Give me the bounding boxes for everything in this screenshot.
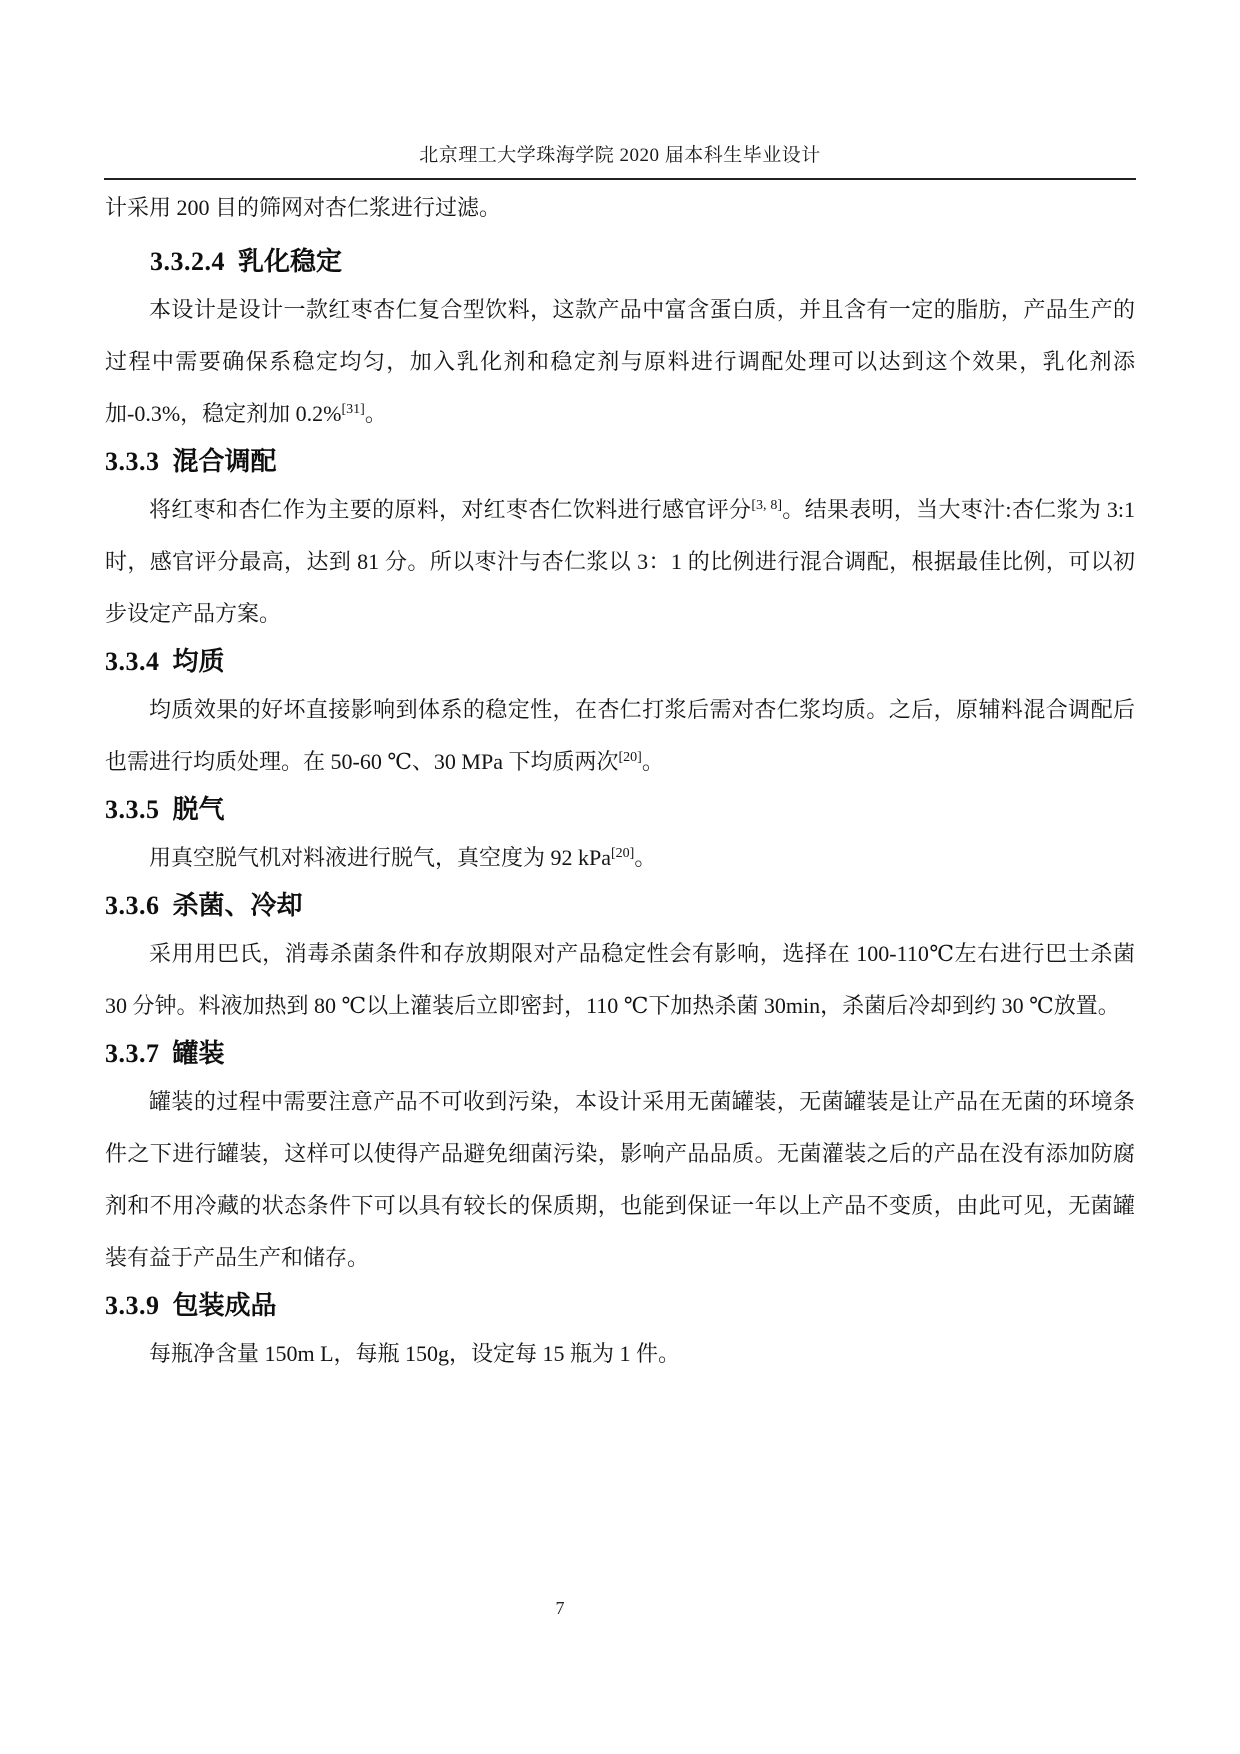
- section-heading: [105, 1284, 1135, 1328]
- heading-title: 包装成品: [172, 1291, 277, 1320]
- paragraph: 每瓶净含量 150m L，每瓶 150g，设定每 15 瓶为 1 件。: [149, 1341, 681, 1366]
- page-number: 7: [555, 1598, 565, 1618]
- heading-title: 乳化稳定: [238, 247, 343, 276]
- heading-number: 3.3.9: [105, 1291, 160, 1320]
- paragraph: 均质效果的好坏直接影响到体系的稳定性，在杏仁打浆后需对杏仁浆均质。之后，原辅料混合调配后也需进行均质处理。在 50-60 ℃、30 MPa 下均质两次[20]。: [105, 697, 1135, 774]
- heading-number: 3.3.6: [105, 891, 160, 920]
- paragraph: 将红枣和杏仁作为主要的原料，对红枣杏仁饮料进行感官评分[3, 8]。结果表明，当大枣汁:杏仁浆为 3:1 时，感官评分最高，达到 81 分。所以枣汁与杏仁浆以 3：1 的比例进行混合调配，根据最佳比例，可以初步设定产品方案。: [105, 497, 1135, 626]
- page-content: [105, 180, 1135, 1380]
- heading-title: 混合调配: [172, 447, 277, 476]
- section-canning: [105, 1032, 1135, 1284]
- running-header-title: 北京理工大学珠海学院 2020 届本科生毕业设计: [419, 145, 821, 166]
- section-packaging: [105, 1284, 1135, 1380]
- paragraph: 采用用巴氏，消毒杀菌条件和存放期限对产品稳定性会有影响，选择在 100-110℃左右进行巴士杀菌 30 分钟。料液加热到 80 ℃以上灌装后立即密封，110 ℃下加热杀菌 30min，杀菌后冷却到约 30 ℃放置。: [105, 941, 1135, 1018]
- heading-title: 杀菌、冷却: [172, 891, 303, 920]
- paragraph: 用真空脱气机对料液进行脱气，真空度为 92 kPa[20]。: [149, 845, 657, 870]
- section-heading: [105, 1032, 1135, 1076]
- section-sterilization-cooling: [105, 884, 1135, 1032]
- heading-number: 3.3.4: [105, 647, 160, 676]
- section-emulsification: [105, 240, 1135, 440]
- heading-title: 脱气: [172, 795, 225, 824]
- section-homogenization: [105, 640, 1135, 788]
- heading-title: 均质: [172, 647, 225, 676]
- heading-number: 3.3.7: [105, 1039, 160, 1068]
- section-heading: [105, 640, 1135, 684]
- paragraph: 本设计是设计一款红枣杏仁复合型饮料，这款产品中富含蛋白质，并且含有一定的脂肪，产品生产的过程中需要确保系稳定均匀，加入乳化剂和稳定剂与原料进行调配处理可以达到这个效果，乳化剂添加-0.3%，稳定剂加 0.2%[31]。: [105, 297, 1135, 426]
- continued-paragraph: 计采用 200 目的筛网对杏仁浆进行过滤。: [105, 195, 502, 220]
- section-heading: [105, 440, 1135, 484]
- heading-number: 3.3.3: [105, 447, 160, 476]
- section-heading: [105, 240, 1135, 284]
- heading-number: 3.3.2.4: [150, 247, 225, 276]
- section-heading: [105, 884, 1135, 928]
- paragraph: 罐装的过程中需要注意产品不可收到污染，本设计采用无菌罐装，无菌罐装是让产品在无菌的环境条件之下进行罐装，这样可以使得产品避免细菌污染，影响产品品质。无菌灌装之后的产品在没有添加防腐剂和不用冷藏的状态条件下可以具有较长的保质期，也能到保证一年以上产品不变质，由此可见，无菌罐装有益于产品生产和储存。: [105, 1089, 1135, 1270]
- page-header: [0, 0, 1240, 167]
- section-mixing: [105, 440, 1135, 640]
- heading-title: 罐装: [172, 1039, 225, 1068]
- section-degassing: [105, 788, 1135, 884]
- heading-number: 3.3.5: [105, 795, 160, 824]
- section-heading: [105, 788, 1135, 832]
